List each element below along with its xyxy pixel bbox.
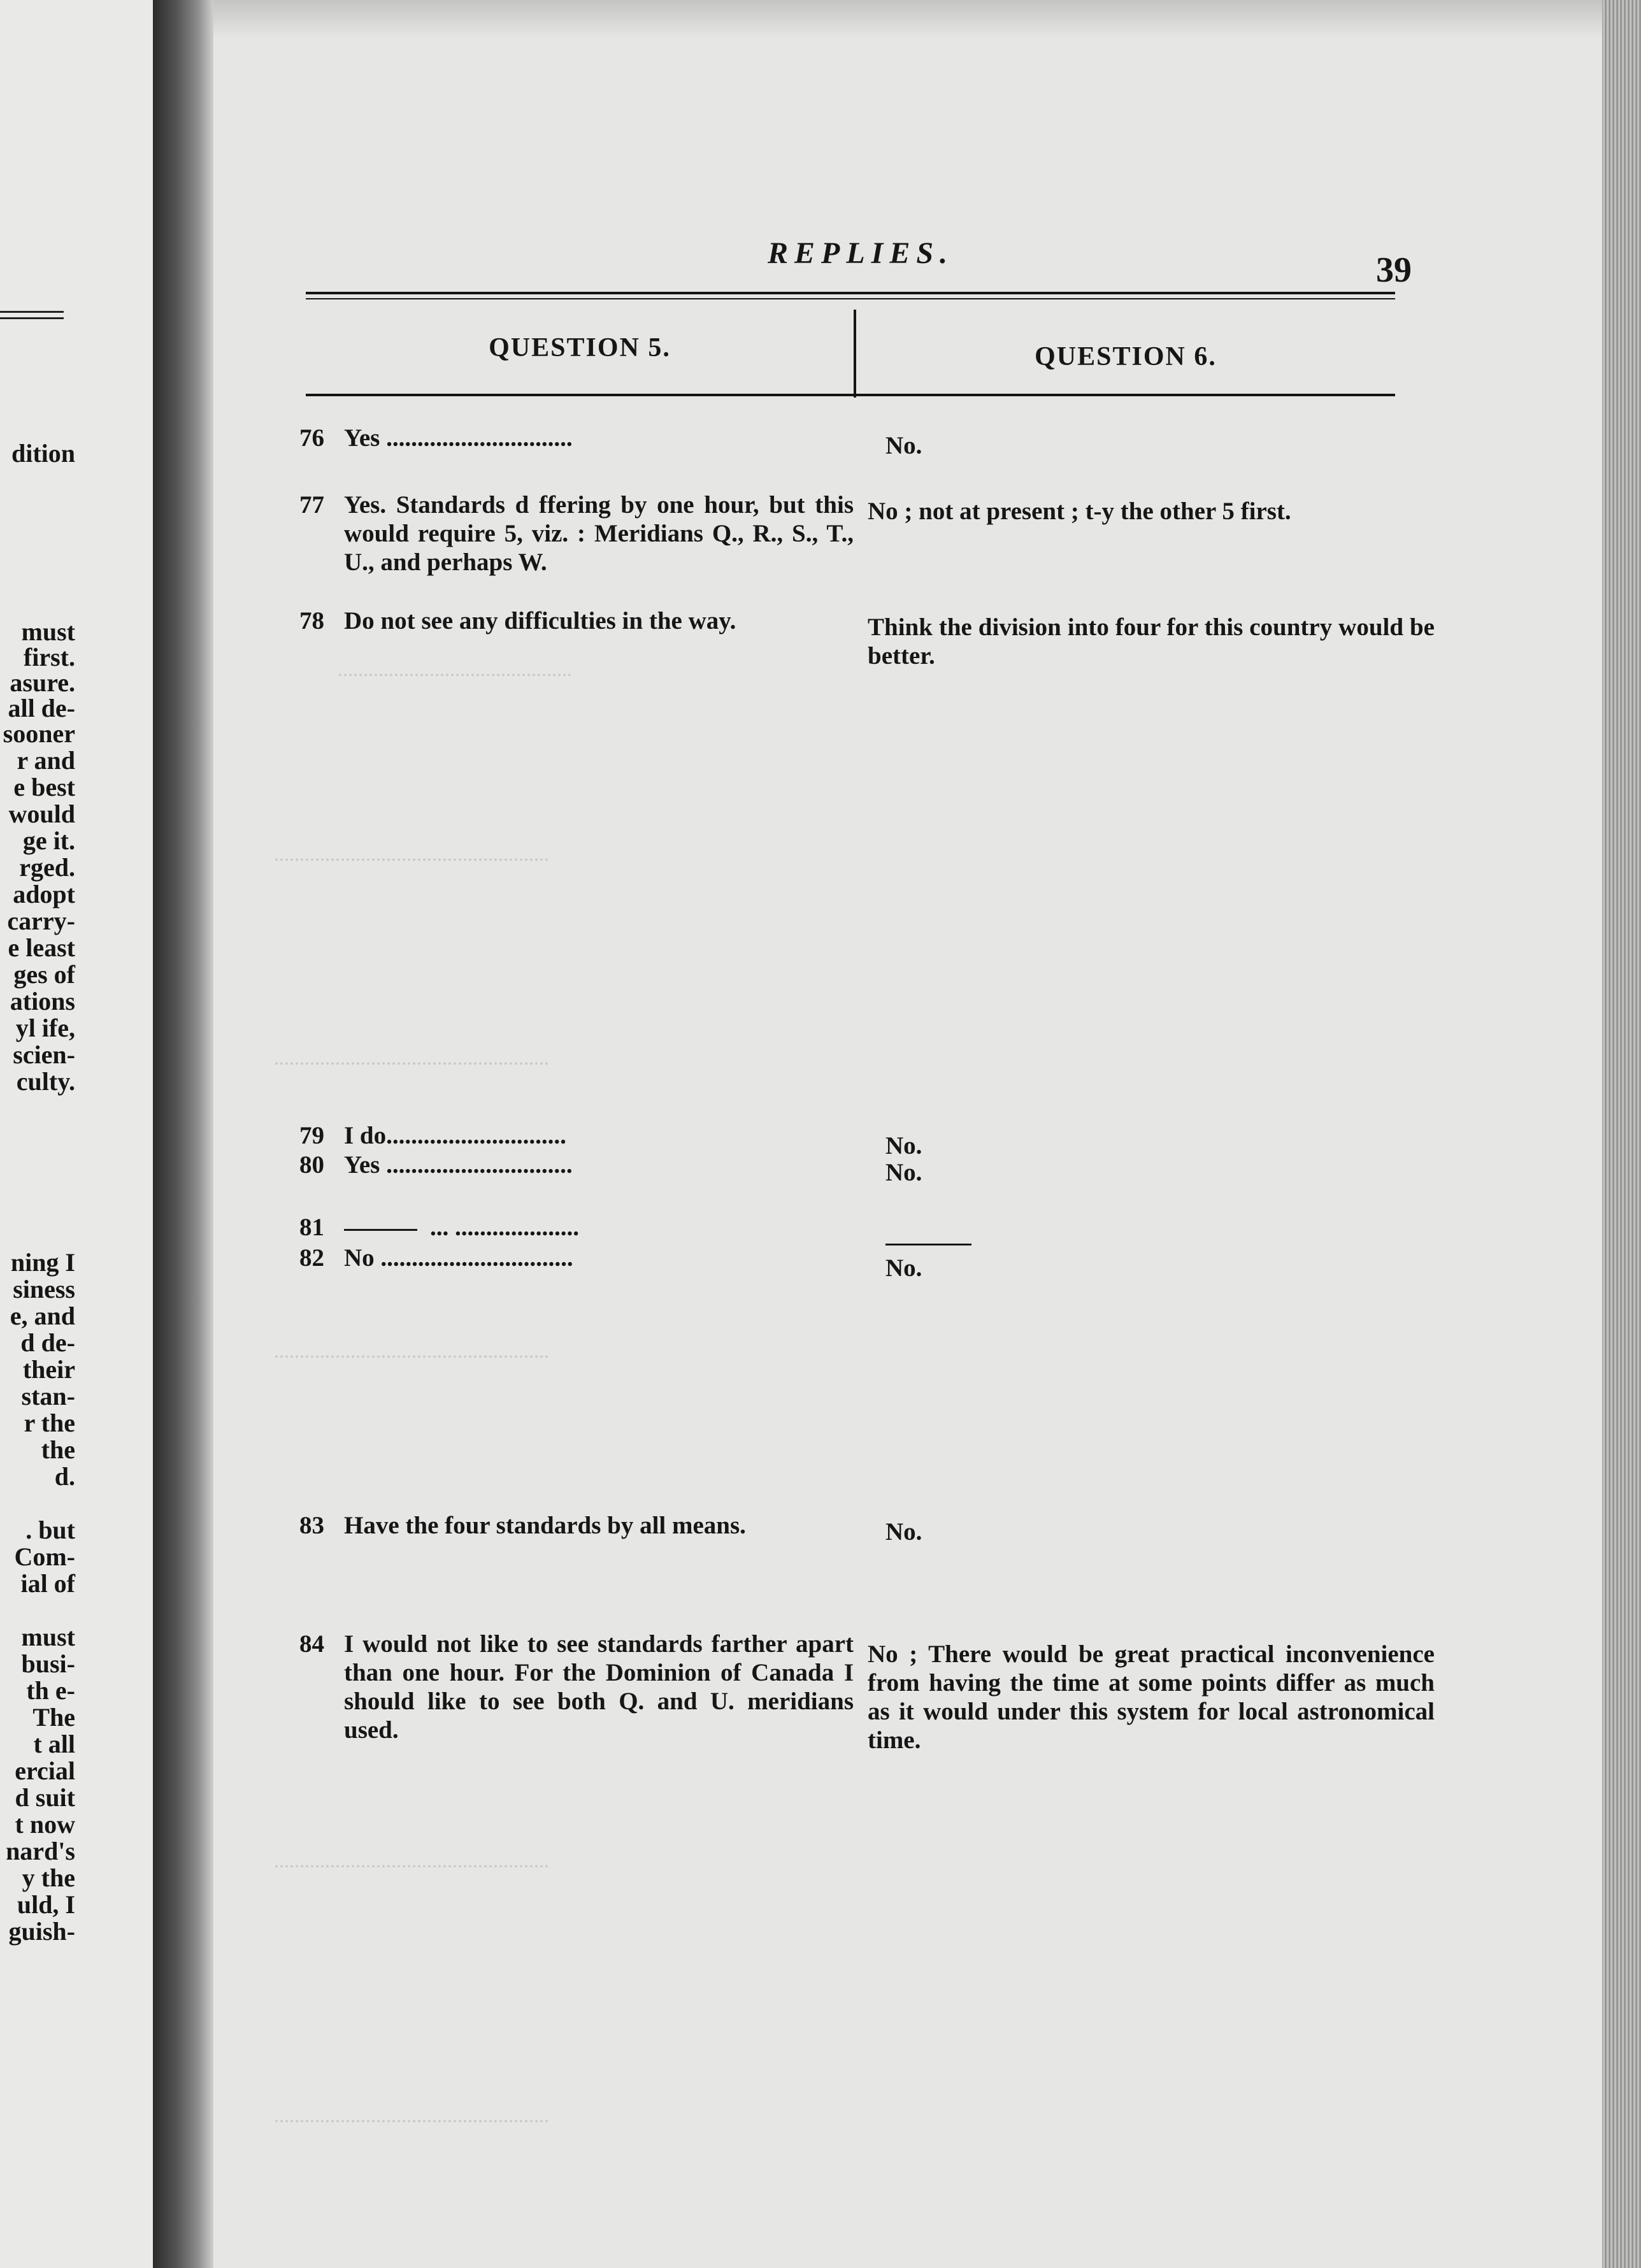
left-page-line: first. (23, 643, 75, 671)
left-page-line: scien- (13, 1040, 75, 1069)
left-page-line: the (41, 1435, 75, 1464)
left-page-line: sooner (3, 719, 75, 748)
left-page-line: ge it. (22, 826, 75, 855)
reply-number: 79 (299, 1122, 324, 1149)
reply-number: 77 (299, 491, 324, 519)
left-page-line: stan- (21, 1382, 75, 1410)
left-page-line: must (21, 1623, 75, 1651)
left-page-line: ning I (10, 1248, 75, 1277)
reply-q5-text: No ............................... (344, 1244, 573, 1272)
left-page-line: y the (22, 1863, 75, 1892)
left-page-line: t all (33, 1730, 75, 1758)
reply-number: 78 (299, 607, 324, 635)
left-page-line: dition (11, 439, 75, 468)
reply-number: 82 (299, 1244, 324, 1272)
page-number: 39 (1376, 250, 1412, 290)
left-page-line: yl ife, (15, 1014, 75, 1042)
reply-q5-text: Have the four standards by all means. (344, 1512, 746, 1539)
bleed-through: ...................................................... (274, 1046, 549, 1069)
bleed-through: ...................................................... (274, 2104, 549, 2127)
left-page-line: th e- (26, 1676, 75, 1705)
left-page-rule (0, 317, 64, 319)
reply-q6-text: No ; There would be great practical inconvenience from having the time at some points differ as much as it would under this system for local astronomical time. (868, 1640, 1435, 1754)
left-page-line: busi- (21, 1649, 75, 1678)
left-page-line: culty. (16, 1067, 75, 1096)
reply-q5-text: Yes .............................. (344, 424, 573, 452)
reply-q5-text: I do............................. (344, 1122, 566, 1149)
reply-q6-text: No. (885, 1132, 922, 1159)
book-gutter (153, 0, 213, 2268)
left-page-line: d de- (20, 1328, 75, 1357)
reply-q6-dash (885, 1244, 971, 1245)
left-page-line: guish- (8, 1917, 75, 1946)
left-page-line: e, and (10, 1302, 75, 1330)
left-page-line: adopt (13, 880, 75, 908)
left-page-line: ial of (20, 1569, 75, 1598)
reply-q5-text: I would not like to see standards farther apart than one hour. For the Dominion of Canada I should like to see both Q. and U. meridians used. (344, 1630, 854, 1744)
reply-q6-text: No. (885, 1254, 922, 1282)
left-page-line: e least (8, 933, 75, 962)
left-page-line: siness (13, 1275, 75, 1303)
page-edge-stack (1602, 0, 1641, 2268)
reply-number: 76 (299, 424, 324, 452)
left-page-line: Com- (14, 1542, 75, 1571)
header-rule-top (306, 292, 1395, 294)
bleed-through: .............................................. (338, 657, 572, 680)
column-head-question-5: QUESTION 5. (489, 333, 671, 362)
bleed-through: ...................................................... (274, 1339, 549, 1362)
left-page-line: d. (54, 1462, 75, 1491)
reply-q5-dots: ... .................... (430, 1214, 579, 1241)
running-head: REPLIES. (768, 236, 954, 270)
header-rule-top-thin (306, 298, 1395, 299)
left-page-line: all de- (8, 694, 75, 722)
left-page-line: ercial (15, 1756, 75, 1785)
reply-q6-text: Think the division into four for this country would be better. (868, 614, 1435, 670)
reply-number: 81 (299, 1214, 324, 1241)
reply-q5-text: Yes. Standards d ffering by one hour, but this would require 5, viz. : Meridians Q., R., S., T., U., and perhaps W. (344, 491, 854, 576)
reply-q5-text: Do not see any difficulties in the way. (344, 607, 736, 635)
left-page-line: t now (15, 1810, 75, 1839)
left-page-line: rged. (19, 853, 75, 882)
reply-q5-text (344, 1213, 854, 1242)
left-page-line: asure. (10, 668, 75, 697)
left-page-line: ges of (13, 960, 75, 989)
header-rule-bottom (306, 394, 1395, 396)
left-page-rule (0, 311, 64, 313)
bleed-through: ...................................................... (274, 842, 549, 865)
column-head-question-6: QUESTION 6. (1035, 342, 1217, 371)
left-page-line: must (21, 617, 75, 646)
dash-rule (344, 1229, 417, 1231)
reply-number: 80 (299, 1151, 324, 1179)
left-page-line: ations (10, 987, 75, 1016)
left-page-line: carry- (7, 907, 75, 935)
reply-number: 84 (299, 1630, 324, 1658)
reply-q5-text: Yes .............................. (344, 1151, 573, 1179)
left-page-line: The (32, 1703, 75, 1732)
left-page-line: d suit (15, 1783, 75, 1812)
left-page-line: would (8, 800, 75, 828)
reply-q6-text: No. (885, 1518, 922, 1546)
left-page-line: nard's (6, 1837, 75, 1865)
page-top-shadow (213, 0, 1602, 38)
reply-q6-text: No. (885, 432, 922, 459)
left-page-line: uld, I (17, 1890, 75, 1919)
left-page-line: r the (24, 1409, 75, 1437)
left-page-line: . but (25, 1516, 75, 1544)
left-page-line: r and (17, 746, 75, 775)
reply-q6-text: No ; not at present ; t-y the other 5 first. (868, 498, 1291, 525)
bleed-through: ...................................................... (274, 1849, 549, 1872)
left-page-line: e best (13, 773, 75, 801)
left-page-line: their (22, 1355, 75, 1384)
reply-number: 83 (299, 1512, 324, 1539)
reply-q6-text: No. (885, 1159, 922, 1186)
